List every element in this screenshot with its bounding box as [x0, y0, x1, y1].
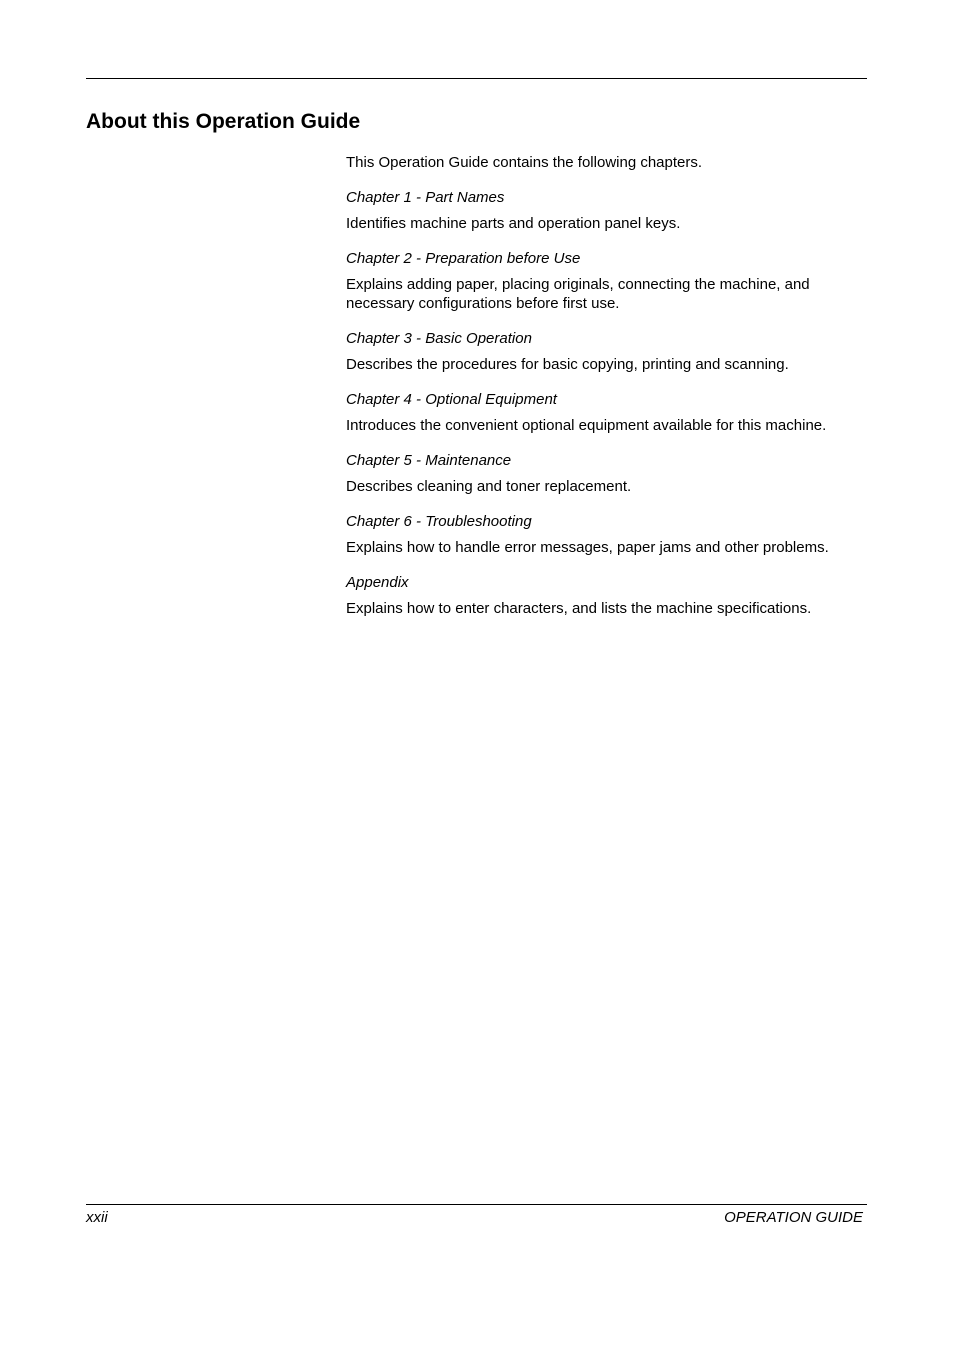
chapter-description: Explains adding paper, placing originals, connecting the machine, and necessary configurations before first use. [346, 276, 810, 312]
chapter-item [346, 451, 867, 496]
chapter-item [346, 573, 867, 618]
chapter-title: Chapter 6 - Troubleshooting [346, 513, 532, 530]
chapter-title: Chapter 4 - Optional Equipment [346, 391, 557, 408]
chapter-description: Introduces the convenient optional equipment available for this machine. [346, 417, 827, 434]
chapter-list [346, 153, 867, 634]
chapter-item [346, 512, 867, 557]
chapter-title: Chapter 3 - Basic Operation [346, 330, 532, 347]
chapter-item [346, 329, 867, 374]
chapter-description: Identifies machine parts and operation panel keys. [346, 215, 681, 232]
chapter-title: Chapter 1 - Part Names [346, 189, 505, 206]
chapter-title: Chapter 5 - Maintenance [346, 452, 512, 469]
chapter-item [346, 188, 867, 233]
chapter-item [346, 390, 867, 435]
header-rule [86, 78, 867, 79]
chapter-description: Explains how to handle error messages, paper jams and other problems. [346, 539, 829, 556]
chapter-description: Explains how to enter characters, and lists the machine specifications. [346, 600, 812, 617]
chapter-title: Chapter 2 - Preparation before Use [346, 250, 581, 267]
chapter-description: Describes cleaning and toner replacement. [346, 478, 632, 495]
footer-page-number: xxii [86, 1209, 108, 1226]
chapter-description: Describes the procedures for basic copying, printing and scanning. [346, 356, 789, 373]
footer-rule [86, 1204, 867, 1205]
chapter-title: Appendix [346, 574, 409, 591]
chapter-item [346, 249, 867, 313]
intro-text: This Operation Guide contains the following chapters. [346, 154, 703, 171]
page-title: About this Operation Guide [86, 110, 361, 133]
footer-document-name: OPERATION GUIDE [724, 1209, 863, 1226]
